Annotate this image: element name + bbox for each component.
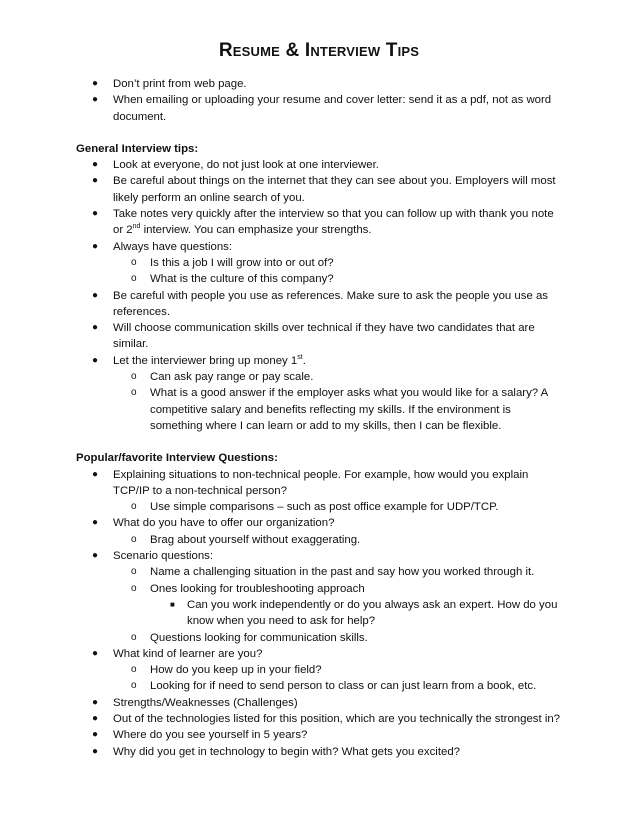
list-item-text: Will choose communication skills over technical if they have two candidates that are similar.: [113, 322, 535, 351]
list-item-text: Let the interviewer bring up money 1: [113, 354, 298, 367]
sub-list: [113, 255, 566, 288]
bullet-icon: ●: [92, 159, 99, 171]
list-item-text: What kind of learner are you?: [113, 647, 263, 660]
list-item: [76, 711, 566, 727]
popular-questions-list: [76, 467, 566, 760]
bullet-icon: ●: [92, 289, 99, 301]
list-item: [76, 173, 566, 206]
sub-list: [113, 564, 566, 645]
bullet-icon: ●: [92, 712, 99, 724]
sub-list-item: [113, 385, 566, 434]
list-item-text: Questions looking for communication skills.: [150, 631, 368, 644]
sub-sub-list-item: [150, 597, 566, 630]
circle-bullet-icon: o: [131, 371, 137, 383]
list-item-text: Ones looking for troubleshooting approach: [150, 582, 365, 595]
list-item-text: Look at everyone, do not just look at one interviewer.: [113, 159, 379, 172]
list-item-text: Always have questions:: [113, 240, 233, 253]
list-item-text: Strengths/Weaknesses (Challenges): [113, 696, 298, 709]
list-item: [76, 695, 566, 711]
list-item: [76, 744, 566, 760]
list-item-text: .: [302, 354, 306, 367]
circle-bullet-icon: o: [131, 631, 137, 643]
list-item: [76, 76, 566, 92]
bullet-icon: ●: [92, 745, 99, 757]
list-item-text: When emailing or uploading your resume and cover letter: send it as a pdf, not as word document.: [113, 94, 552, 123]
sub-list-item: [113, 369, 566, 385]
circle-bullet-icon: o: [131, 680, 137, 692]
section-heading-general: General Interview tips:: [76, 142, 199, 155]
list-item: [76, 288, 566, 321]
sub-list-item: [113, 532, 566, 548]
sub-list: [113, 369, 566, 434]
circle-bullet-icon: o: [131, 533, 137, 545]
circle-bullet-icon: o: [131, 582, 137, 594]
list-item: [76, 92, 566, 125]
list-item: [76, 353, 566, 434]
sub-list-item: [113, 662, 566, 678]
superscript: st: [297, 353, 303, 361]
sub-list: [113, 499, 566, 515]
list-item-text: Where do you see yourself in 5 years?: [113, 729, 308, 742]
bullet-icon: ●: [92, 94, 99, 106]
sub-list: [113, 532, 566, 548]
circle-bullet-icon: o: [131, 256, 137, 268]
sub-list-item: [113, 564, 566, 580]
list-item-text: Can ask pay range or pay scale.: [150, 371, 314, 384]
general-tips-list: [76, 157, 566, 434]
list-item: [76, 727, 566, 743]
list-item-text: interview. You can emphasize your strengths.: [140, 224, 372, 237]
list-item-text: Scenario questions:: [113, 550, 214, 563]
square-bullet-icon: ■: [170, 599, 175, 609]
bullet-icon: ●: [92, 175, 99, 187]
list-item-text: Why did you get in technology to begin with? What gets you excited?: [113, 745, 460, 758]
list-item-text: Is this a job I will grow into or out of?: [150, 256, 334, 269]
list-item: [76, 646, 566, 695]
sub-list-item: [113, 630, 566, 646]
list-item-text: Be careful about things on the internet that they can see about you. Employers will most likely perform an online search of you.: [113, 175, 556, 204]
intro-list: [76, 76, 566, 125]
bullet-icon: ●: [92, 468, 99, 480]
sub-list-item: [113, 255, 566, 271]
list-item: [76, 239, 566, 288]
bullet-icon: ●: [92, 240, 99, 252]
sub-list-item: [113, 271, 566, 287]
list-item-text: Don’t print from web page.: [113, 78, 247, 90]
section-heading-popular: Popular/favorite Interview Questions:: [76, 452, 278, 465]
bullet-icon: ●: [92, 208, 99, 220]
sub-sub-list: [150, 597, 566, 630]
sub-list-item: [113, 678, 566, 694]
list-item-text: How do you keep up in your field?: [150, 664, 322, 677]
list-item: [76, 548, 566, 646]
page-title: Resume & Interview Tips: [218, 40, 420, 61]
circle-bullet-icon: o: [131, 387, 137, 399]
list-item-text: Brag about yourself without exaggerating.: [150, 533, 361, 546]
list-item-text: Looking for if need to send person to class or can just learn from a book, etc.: [150, 680, 537, 693]
list-item-text: What do you have to offer our organization?: [113, 517, 335, 530]
list-item-text: What is the culture of this company?: [150, 273, 334, 286]
circle-bullet-icon: o: [131, 501, 137, 513]
bullet-icon: ●: [92, 322, 99, 334]
list-item-text: Name a challenging situation in the past and say how you worked through it.: [150, 566, 535, 579]
bullet-icon: ●: [92, 517, 99, 529]
bullet-icon: ●: [92, 550, 99, 562]
bullet-icon: ●: [92, 729, 99, 741]
list-item-text: Take notes very quickly after the interview so that you can follow up with thank you note or 2: [113, 208, 554, 237]
bullet-icon: ●: [92, 78, 99, 89]
circle-bullet-icon: o: [131, 664, 137, 676]
list-item-text: Can you work independently or do you always ask an expert. How do you know when you need to ask for help?: [187, 598, 558, 628]
list-item-text: What is a good answer if the employer asks what you would like for a salary? A competitive salary and benefits reflecting my skills. If the environment is something where I can learn or add to my skills, then I can be flexible.: [150, 387, 548, 432]
list-item: [76, 467, 566, 516]
sub-list: [113, 662, 566, 695]
sub-list-item: [113, 581, 566, 630]
bullet-icon: ●: [92, 647, 99, 659]
circle-bullet-icon: o: [131, 273, 137, 285]
list-item-text: Out of the technologies listed for this position, which are you technically the strongest in?: [113, 712, 561, 725]
bullet-icon: ●: [92, 696, 99, 708]
list-item: [76, 206, 566, 239]
bullet-icon: ●: [92, 354, 99, 366]
superscript: nd: [132, 223, 141, 231]
document-body: [76, 76, 566, 760]
list-item-text: Explaining situations to non-technical people. For example, how would you explain TCP/IP to a non-technical person?: [113, 468, 529, 497]
list-item-text: Use simple comparisons – such as post office example for UDP/TCP.: [150, 501, 499, 514]
circle-bullet-icon: o: [131, 566, 137, 578]
list-item: [76, 515, 566, 548]
list-item: [76, 157, 566, 173]
sub-list-item: [113, 499, 566, 515]
list-item-text: Be careful with people you use as references. Make sure to ask the people you use as references.: [113, 289, 548, 318]
list-item: [76, 320, 566, 353]
